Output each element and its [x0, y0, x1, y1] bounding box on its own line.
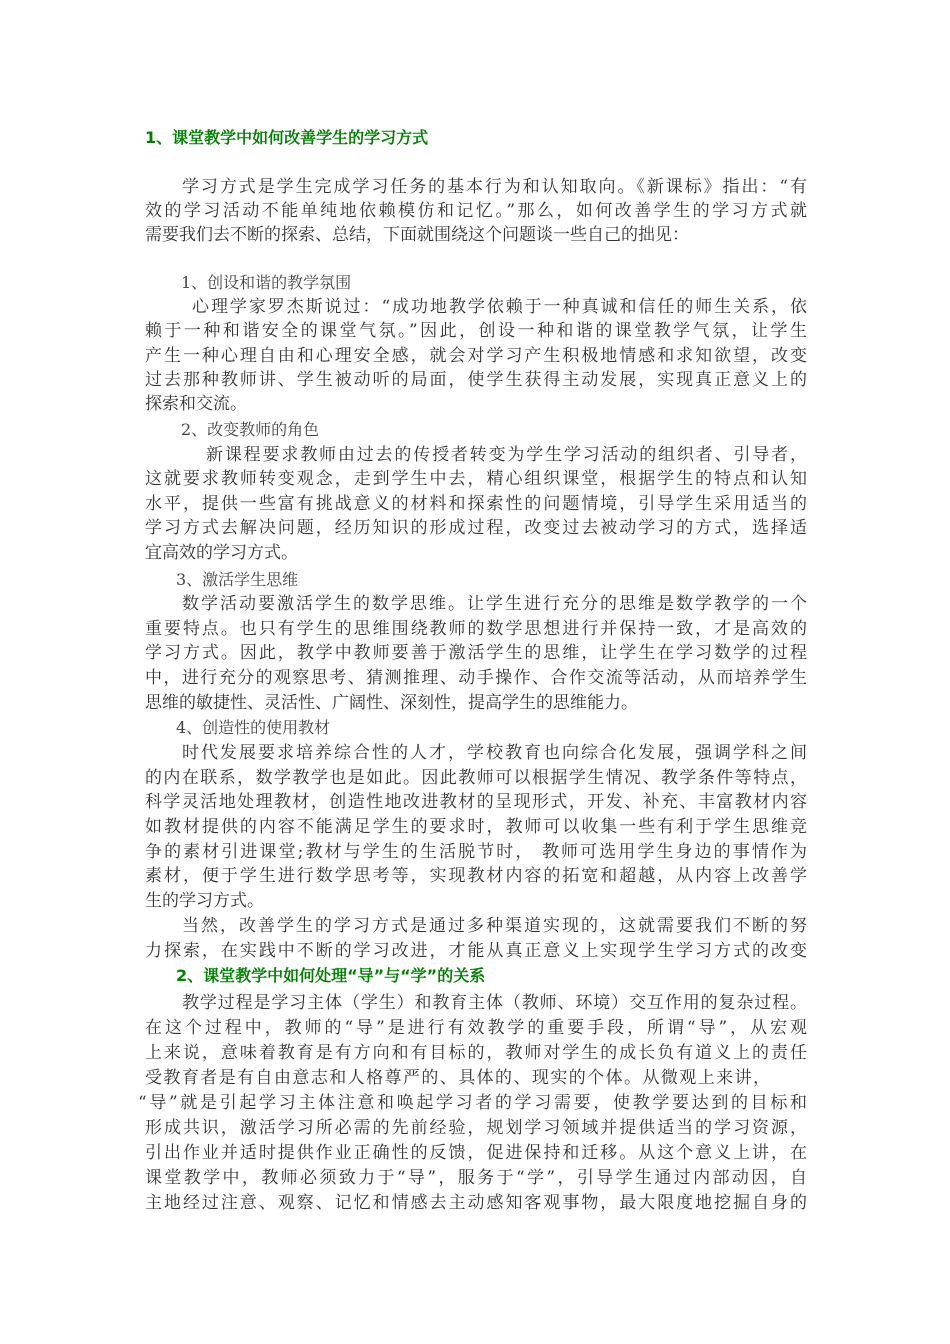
- section-4-title: 4、创造性的使用教材: [176, 718, 331, 737]
- section-1-line: 赖于一种和谐安全的课堂气氛。”因此，创设一种和谐的课堂教学气氛，让学生: [145, 321, 807, 341]
- paragraph-2-line: 在这个过程中，教师的“导”是进行有效教学的重要手段，所谓“导”，从宏观: [145, 1018, 807, 1038]
- heading-1: 1、课堂教学中如何改善学生的学习方式: [145, 128, 429, 147]
- section-4-line: 生的学习方式。: [145, 891, 264, 911]
- intro-line: 学习方式是学生完成学习任务的基本行为和认知取向。《新课标》指出：“有: [182, 177, 807, 197]
- section-4-line: 的内在联系，数学教学也是如此。因此教师可以根据学生情况、教学条件等特点，: [145, 768, 807, 788]
- section-2-line: 学习方式去解决问题，经历知识的形成过程，改变过去被动学习的方式，选择适: [145, 518, 807, 538]
- section-3-line: 中，进行充分的观察思考、猜测推理、动手操作、合作交流等活动，从而培养学生: [145, 668, 807, 688]
- section-4-line: 如教材提供的内容不能满足学生的要求时，教师可以收集一些有利于学生思维竞: [145, 817, 807, 837]
- section-3-line: 学习方式。因此，教学中教师要善于激活学生的思维，让学生在学习数学的过程: [145, 643, 807, 663]
- intro-line: 效的学习活动不能单纯地依赖模仿和记忆。”那么，如何改善学生的学习方式就: [145, 201, 807, 221]
- section-1-line: 过去那种教师讲、学生被动听的局面，使学生获得主动发展，实现真正意义上的: [145, 370, 807, 390]
- section-1-line: 探索和交流。: [145, 394, 247, 414]
- paragraph-2-line: 上来说，意味着教育是有方向和有目标的，教师对学生的成长负有道义上的责任: [145, 1043, 807, 1063]
- paragraph-2-line: 主地经过注意、观察、记忆和情感去主动感知客观事物，最大限度地挖掘自身的: [145, 1193, 807, 1213]
- section-4-line: 时代发展要求培养综合性的人才，学校教育也向综合化发展，强调学科之间: [182, 743, 807, 763]
- section-3-line: 数学活动要激活学生的数学思维。让学生进行充分的思维是数学教学的一个: [182, 594, 807, 614]
- paragraph-2-line: 课堂教学中，教师必须致力于“导”，服务于“学”，引导学生通过内部动因，自: [145, 1168, 807, 1188]
- conclusion-line: 力探索，在实践中不断的学习改进，才能从真正意义上实现学生学习方式的改变: [145, 941, 807, 961]
- paragraph-2-line: “导”就是引起学习主体注意和唤起学习者的学习需要，使教学要达到的目标和: [138, 1093, 807, 1113]
- section-2-line: 这就要求教师转变观念，走到学生中去，精心组织课堂，根据学生的特点和认知: [145, 469, 807, 489]
- section-4-line: 科学灵活地处理教材，创造性地改进教材的呈现形式，开发、补充、丰富教材内容: [145, 792, 807, 812]
- section-1-line: 心理学家罗杰斯说过：“成功地教学依赖于一种真诚和信任的师生关系，依: [192, 297, 807, 317]
- section-2-title: 2、改变教师的角色: [181, 420, 320, 439]
- paragraph-2-line: 受教育者是有自由意志和人格尊严的、具体的、现实的个体。从微观上来讲，: [145, 1068, 770, 1088]
- intro-line: 需要我们去不断的探索、总结，下面就围绕这个问题谈一些自己的拙见：: [145, 225, 689, 245]
- section-3-title: 3、激活学生思维: [176, 570, 299, 589]
- section-4-line: 素材，便于学生进行数学思考等，实现教材内容的拓宽和超越，从内容上改善学: [145, 866, 807, 886]
- conclusion-line: 当然，改善学生的学习方式是通过多种渠道实现的，这就需要我们不断的努: [182, 916, 807, 936]
- paragraph-2-line: 引出作业并适时提供作业正确性的反馈，促进保持和迁移。从这个意义上讲，在: [145, 1143, 807, 1163]
- paragraph-2-line: 教学过程是学习主体（学生）和教育主体（教师、环境）交互作用的复杂过程。: [182, 993, 807, 1013]
- section-3-line: 重要特点。也只有学生的思维围绕教师的数学思想进行并保持一致，才是高效的: [145, 619, 807, 639]
- section-2-line: 新课程要求教师由过去的传授者转变为学生学习活动的组织者、引导者，: [206, 445, 807, 465]
- section-2-line: 水平，提供一些富有挑战意义的材料和探索性的问题情境，引导学生采用适当的: [145, 494, 807, 514]
- section-4-line: 争的素材引进课堂;教材与学生的生活脱节时， 教师可选用学生身边的事情作为: [145, 842, 807, 862]
- section-3-line: 思维的敏捷性、灵活性、广阔性、深刻性，提高学生的思维能力。: [145, 693, 638, 713]
- section-1-line: 产生一种心理自由和心理安全感，就会对学习产生积极地情感和求知欲望，改变: [145, 346, 807, 366]
- section-2-line: 宜高效的学习方式。: [145, 543, 298, 563]
- heading-2: 2、课堂教学中如何处理“导”与“学”的关系: [176, 966, 486, 985]
- paragraph-2-line: 形成共识，激活学习所必需的先前经验，规划学习领域并提供适当的学习资源，: [145, 1118, 807, 1138]
- section-1-title: 1、创设和谐的教学氛围: [181, 273, 352, 292]
